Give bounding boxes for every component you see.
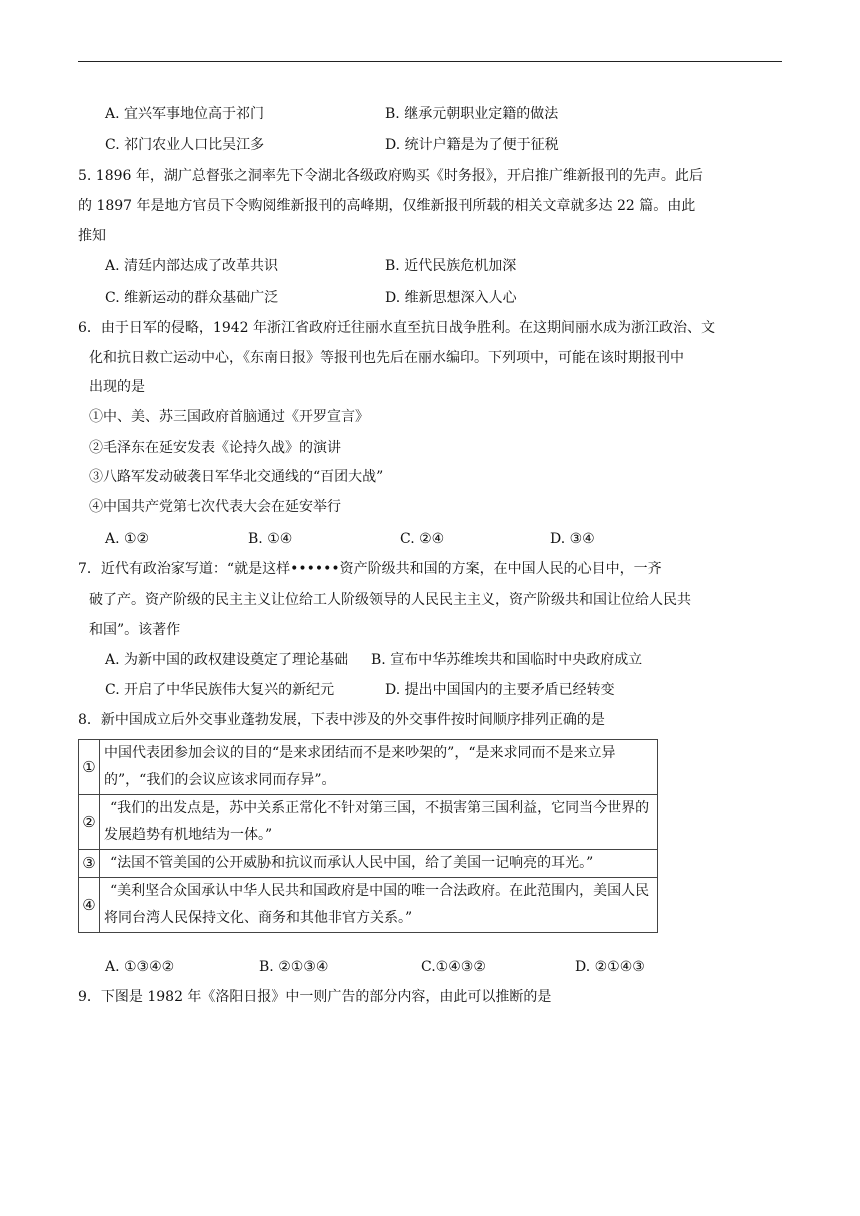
q8-option-c: C.①④③② (421, 959, 486, 975)
q6-option-a: A. ①② (105, 531, 150, 547)
q6-option-c: C. ②④ (400, 531, 445, 547)
table-row (79, 850, 658, 878)
q5-stem-line-2: 的 1897 年是地方官员下令购阅维新报刊的高峰期，仅维新报刊所载的相关文章就多达 22 篇。由此 (78, 198, 696, 214)
q6-stem-line-3: 出现的是 (89, 379, 145, 395)
q7-option-a: A. 为新中国的政权建设奠定了理论基础 (105, 652, 349, 668)
row-number: ② (79, 795, 100, 850)
q7-stem-line-1: 7．近代有政治家写道：“就是这样••••••资产阶级共和国的方案，在中国人民的心目中，一齐 (78, 561, 662, 577)
row-text: 中国代表团参加会议的目的“是来求团结而不是来吵架的”，“是来求同而不是来立异的”，“我们的会议应该求同而存异”。 (100, 740, 658, 795)
q5-stem-line-1: 5. 1896 年，湖广总督张之洞率先下令湖北各级政府购买《时务报》，开启推广维新报刊的先声。此后 (78, 168, 703, 184)
table-row (79, 795, 658, 850)
q6-option-b: B. ①④ (248, 531, 293, 547)
q4-option-b: B. 继承元朝职业定籍的做法 (385, 106, 559, 122)
q6-stem-line-1: 6．由于日军的侵略，1942 年浙江省政府迁往丽水直至抗日战争胜利。在这期间丽水成为浙江政治、文 (78, 320, 715, 336)
q8-option-d: D. ②①④③ (575, 959, 645, 975)
q6-item-3: ③八路军发动破袭日军华北交通线的“百团大战” (89, 469, 384, 485)
q7-option-c: C. 开启了中华民族伟大复兴的新纪元 (105, 682, 335, 698)
row-text: “法国不管美国的公开威胁和抗议而承认人民中国，给了美国一记响亮的耳光。” (100, 850, 658, 878)
q7-stem-line-2: 破了产。资产阶级的民主主义让位给工人阶级领导的人民民主主义，资产阶级共和国让位给人民共 (89, 592, 691, 608)
q8-option-a: A. ①③④② (105, 959, 175, 975)
q7-stem-line-3: 和国”。该著作 (89, 622, 181, 638)
q4-option-d: D. 统计户籍是为了便于征税 (385, 137, 559, 153)
q7-option-b: B. 宣布中华苏维埃共和国临时中央政府成立 (371, 652, 643, 668)
row-number: ③ (79, 850, 100, 878)
q8-option-b: B. ②①③④ (259, 959, 329, 975)
q5-option-d: D. 维新思想深入人心 (385, 290, 517, 306)
diplomatic-events-table (78, 739, 658, 933)
row-number: ① (79, 740, 100, 795)
row-text: “我们的出发点是，苏中关系正常化不针对第三国，不损害第三国利益，它同当今世界的发展趋势有机地结为一体。” (100, 795, 658, 850)
header-rule (78, 61, 782, 62)
q4-option-c: C. 祁门农业人口比吴江多 (105, 137, 265, 153)
table-row (79, 878, 658, 933)
q8-stem: 8．新中国成立后外交事业蓬勃发展，下表中涉及的外交事件按时间顺序排列正确的是 (78, 712, 605, 728)
q5-option-c: C. 维新运动的群众基础广泛 (105, 290, 279, 306)
q9-stem: 9．下图是 1982 年《洛阳日报》中一则广告的部分内容，由此可以推断的是 (78, 989, 552, 1005)
q4-option-a: A. 宜兴军事地位高于祁门 (105, 106, 265, 122)
q6-item-4: ④中国共产党第七次代表大会在延安举行 (89, 499, 341, 515)
q7-option-d: D. 提出中国国内的主要矛盾已经转变 (385, 682, 615, 698)
q5-option-a: A. 清廷内部达成了改革共识 (105, 258, 279, 274)
q6-option-d: D. ③④ (550, 531, 595, 547)
q6-stem-line-2: 化和抗日救亡运动中心，《东南日报》等报刊也先后在丽水编印。下列项中，可能在该时期报刊中 (89, 350, 684, 366)
row-text: “美利坚合众国承认中华人民共和国政府是中国的唯一合法政府。在此范围内，美国人民将同台湾人民保持文化、商务和其他非官方关系。” (100, 878, 658, 933)
q6-item-2: ②毛泽东在延安发表《论持久战》的演讲 (89, 440, 341, 456)
table-row (79, 740, 658, 795)
row-number: ④ (79, 878, 100, 933)
q5-stem-line-3: 推知 (78, 228, 106, 244)
q6-item-1: ①中、美、苏三国政府首脑通过《开罗宣言》 (89, 409, 369, 425)
q5-option-b: B. 近代民族危机加深 (385, 258, 517, 274)
